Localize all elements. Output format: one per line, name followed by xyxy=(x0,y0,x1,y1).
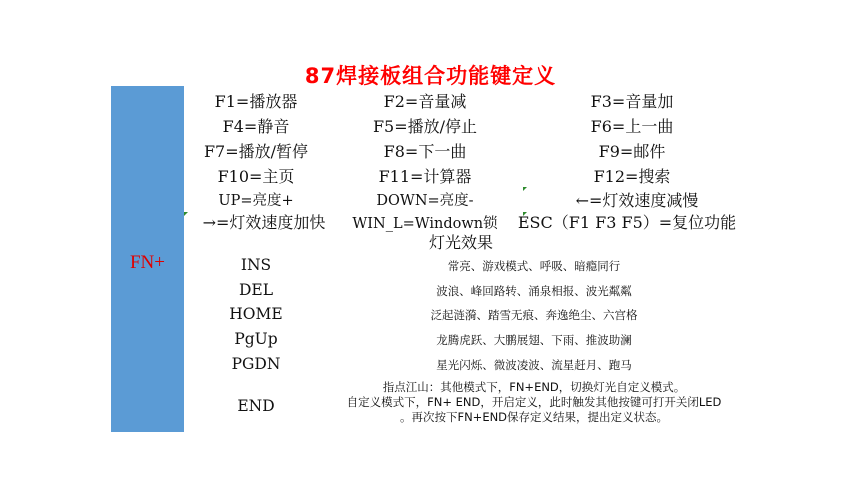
fn-cell: DOWN=亮度- xyxy=(376,193,474,209)
end-line: 指点江山：其他模式下，FN+END，切换灯光自定义模式。 xyxy=(382,380,686,394)
end-line: 自定义模式下，FN+ END，开启定义，此时触发其他按键可打开关闭LED xyxy=(346,395,722,409)
fn-cell: F8=下一曲 xyxy=(383,142,467,161)
fn-cell: F7=播放/暂停 xyxy=(203,142,309,161)
fn-cell: F10=主页 xyxy=(217,167,295,186)
fn-cell: WIN_L=Windown锁 xyxy=(352,216,498,232)
page-title: 87焊接板组合功能键定义 xyxy=(304,64,557,88)
effect-desc: 常亮、游戏模式、呼吸、暗瘾同行 xyxy=(447,259,621,273)
end-description xyxy=(347,380,722,425)
fn-label: FN+ xyxy=(129,252,165,273)
effect-key: PgUp xyxy=(234,330,278,348)
effect-key: HOME xyxy=(229,305,283,323)
effects-header: 灯光效果 xyxy=(428,233,494,252)
fn-cell: F9=邮件 xyxy=(598,142,666,161)
fn-cell: F6=上一曲 xyxy=(590,117,674,136)
effect-key: PGDN xyxy=(231,355,281,373)
cell-marker xyxy=(523,212,527,216)
cell-marker xyxy=(184,212,188,216)
fn-cell: F11=计算器 xyxy=(378,167,472,186)
fn-cell: F12=搜索 xyxy=(593,167,671,186)
fn-cell: ←=灯效速度减慢 xyxy=(575,191,699,210)
effect-desc: 龙腾虎跃、大鹏展翅、下雨、推波助澜 xyxy=(436,333,632,347)
end-key: END xyxy=(237,397,275,415)
fn-cell: ESC（F1 F3 F5）=复位功能 xyxy=(517,213,737,232)
fn-cell: F2=音量减 xyxy=(383,92,467,111)
effect-desc: 波浪、峰回路转、涌泉相报、波光粼粼 xyxy=(436,284,632,298)
fn-cell: F5=播放/停止 xyxy=(372,117,478,136)
effect-desc: 星光闪烁、微波凌波、流星赶月、跑马 xyxy=(436,358,632,372)
fn-cell: →=灯效速度加快 xyxy=(202,213,326,232)
fn-cell: F4=静音 xyxy=(222,117,290,136)
cell-marker xyxy=(523,187,527,191)
effect-key: INS xyxy=(240,256,272,274)
fn-cell: UP=亮度+ xyxy=(218,193,294,209)
fn-cell: F1=播放器 xyxy=(214,92,298,111)
end-line: 。再次按下FN+END保存定义结果，提出定义状态。 xyxy=(399,410,669,424)
fn-cell: F3=音量加 xyxy=(590,92,674,111)
effect-key: DEL xyxy=(238,281,274,299)
effect-desc: 泛起涟漪、踏雪无痕、奔逸绝尘、六宫格 xyxy=(430,308,638,322)
